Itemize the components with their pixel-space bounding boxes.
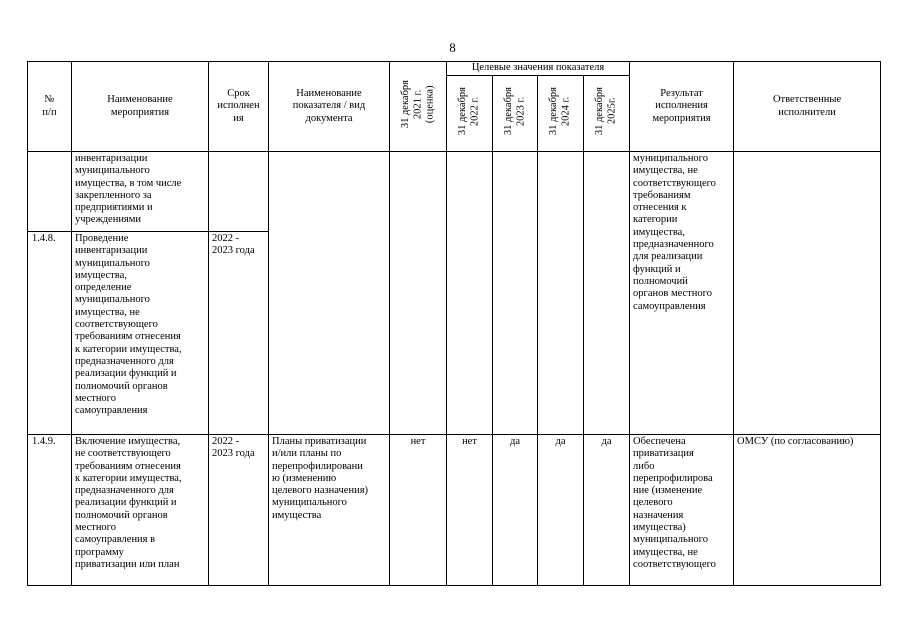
cell-num: 1.4.8. <box>28 232 72 435</box>
table-row <box>28 152 881 232</box>
measures-table <box>27 61 881 586</box>
cell-indicator: Планы приватизации и/или планы по перепрофилировани ю (изменению целевого назначения) муниципального имущества <box>269 435 390 586</box>
cell-num <box>28 152 72 232</box>
cell-2021 <box>390 152 447 435</box>
header-indicator: Наименование показателя / вид документа <box>269 62 390 152</box>
header-name: Наименование мероприятия <box>72 62 209 152</box>
cell-2023: да <box>493 435 538 586</box>
header-row-1 <box>28 62 881 76</box>
cell-indicator <box>269 152 390 435</box>
cell-2021: нет <box>390 435 447 586</box>
cell-result: муниципального имущества, не соответствующего требованиям отнесения к категории имущества, предназначенного для реализации функций и полномочий органов местного самоуправления <box>630 152 734 435</box>
header-result: Результат исполнения мероприятия <box>630 62 734 152</box>
header-2024: 31 декабря 2024 г. <box>538 76 584 152</box>
cell-responsible: ОМСУ (по согласованию) <box>734 435 881 586</box>
cell-name: Включение имущества, не соответствующего требованиям отнесения к категории имущества, предназначенного для реализации функций и полномочий органов местного самоуправления в программу приватизации или план <box>72 435 209 586</box>
cell-num: 1.4.9. <box>28 435 72 586</box>
cell-term: 2022 - 2023 года <box>209 435 269 586</box>
cell-2024: да <box>538 435 584 586</box>
header-2021: 31 декабря 2021 г. (оценка) <box>390 62 447 152</box>
header-2023: 31 декабря 2023 г. <box>493 76 538 152</box>
cell-responsible <box>734 152 881 435</box>
header-num: № п/п <box>28 62 72 152</box>
cell-2022: нет <box>447 435 493 586</box>
header-term: Срок исполнен ия <box>209 62 269 152</box>
cell-2024 <box>538 152 584 435</box>
cell-2023 <box>493 152 538 435</box>
header-responsible: Ответственные исполнители <box>734 62 881 152</box>
cell-term: 2022 - 2023 года <box>209 232 269 435</box>
cell-name: Проведение инвентаризации муниципального имущества, определение муниципального имущества, не соответствующего требованиям отнесения к категории имущества, предназначенного для реализации функций и полномочий органов местного самоуправления <box>72 232 209 435</box>
table-row <box>28 435 881 586</box>
cell-result: Обеспечена приватизация либо перепрофилирова ние (изменение целевого назначения имущества) муниципального имущества, не соответствующего <box>630 435 734 586</box>
header-2022: 31 декабря 2022 г. <box>447 76 493 152</box>
cell-2022 <box>447 152 493 435</box>
page-number: 8 <box>449 40 456 55</box>
header-2025: 31 декабря 2025г. <box>584 76 630 152</box>
cell-name: инвентаризации муниципального имущества, в том числе закрепленного за предприятиями и учреждениями <box>72 152 209 232</box>
cell-term <box>209 152 269 232</box>
cell-2025 <box>584 152 630 435</box>
cell-2025: да <box>584 435 630 586</box>
header-target-group: Целевые значения показателя <box>447 62 630 76</box>
